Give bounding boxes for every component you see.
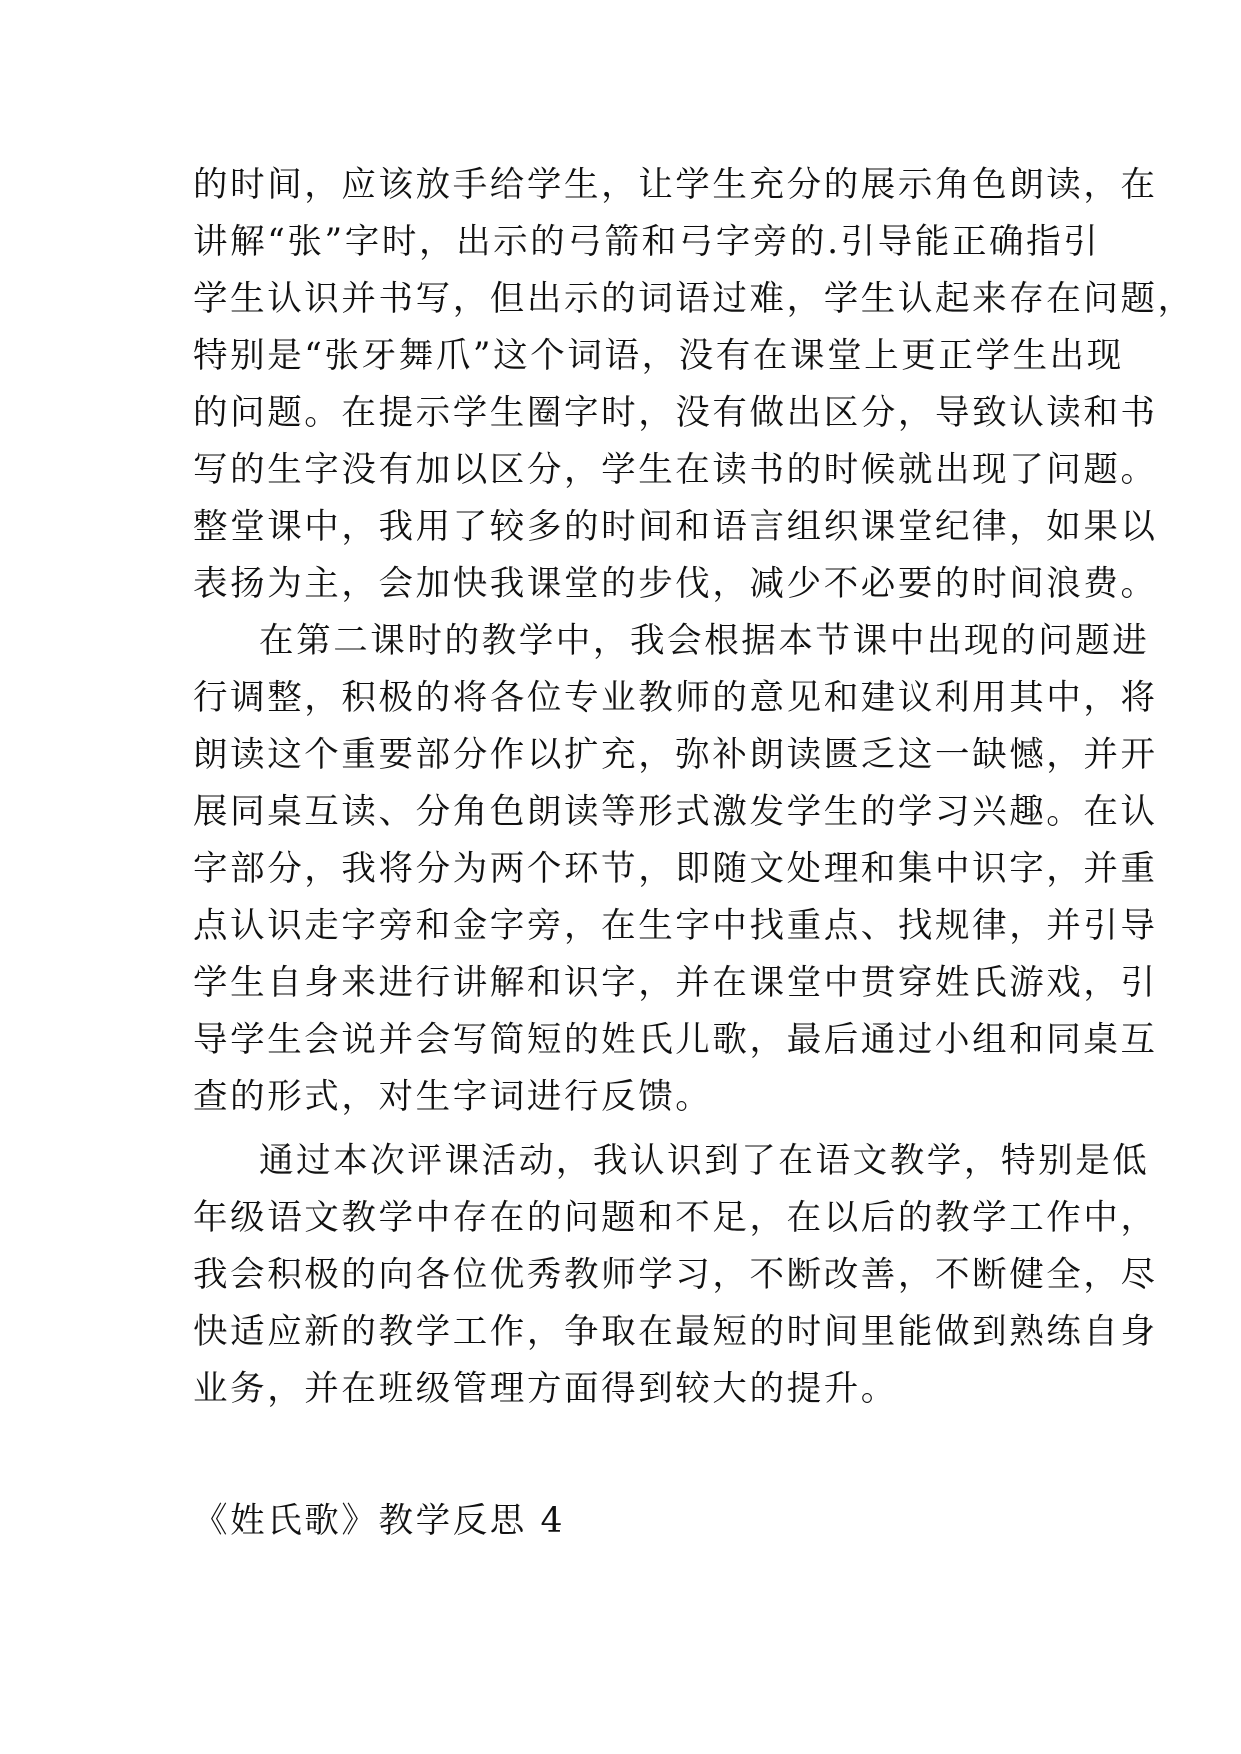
paragraph-line: 业务，并在班级管理方面得到较大的提升。 <box>193 1369 898 1409</box>
section-heading: 《姓氏歌》教学反思 4 <box>193 1501 566 1541</box>
paragraph-line: 写的生字没有加以区分，学生在读书的时候就出现了问题。 <box>193 450 1158 490</box>
paragraph-line: 通过本次评课活动，我认识到了在语文教学，特别是低 <box>259 1141 1150 1181</box>
paragraph-line: 年级语文教学中存在的问题和不足，在以后的教学工作中， <box>193 1198 1158 1238</box>
paragraph-line: 行调整，积极的将各位专业教师的意见和建议利用其中，将 <box>193 678 1158 718</box>
paragraph-line: 特别是“张牙舞爪”这个词语，没有在课堂上更正学生出现 <box>193 336 1124 376</box>
paragraph-line: 表扬为主，会加快我课堂的步伐，减少不必要的时间浪费。 <box>193 564 1158 604</box>
paragraph-line: 导学生会说并会写简短的姓氏儿歌，最后通过小组和同桌互 <box>193 1020 1158 1060</box>
paragraph-line: 整堂课中，我用了较多的时间和语言组织课堂纪律，如果以 <box>193 507 1158 547</box>
paragraph-line: 在第二课时的教学中，我会根据本节课中出现的问题进 <box>259 621 1150 661</box>
paragraph-line: 学生自身来进行讲解和识字，并在课堂中贯穿姓氏游戏，引 <box>193 963 1158 1003</box>
paragraph-line: 的时间，应该放手给学生，让学生充分的展示角色朗读，在 <box>193 165 1158 205</box>
paragraph-line: 讲解“张”字时，出示的弓箭和弓字旁的.引导能正确指引 <box>193 222 1101 262</box>
paragraph-line: 的问题。在提示学生圈字时，没有做出区分，导致认读和书 <box>193 393 1158 433</box>
paragraph-line: 快适应新的教学工作，争取在最短的时间里能做到熟练自身 <box>193 1312 1158 1352</box>
paragraph-line: 我会积极的向各位优秀教师学习，不断改善，不断健全，尽 <box>193 1255 1158 1295</box>
paragraph-line: 查的形式，对生字词进行反馈。 <box>193 1077 713 1117</box>
paragraph-line: 点认识走字旁和金字旁，在生字中找重点、找规律，并引导 <box>193 906 1158 946</box>
paragraph-line: 字部分，我将分为两个环节，即随文处理和集中识字，并重 <box>193 849 1158 889</box>
paragraph-line: 展同桌互读、分角色朗读等形式激发学生的学习兴趣。在认 <box>193 792 1158 832</box>
paragraph-line: 学生认识并书写，但出示的词语过难，学生认起来存在问题， <box>193 279 1195 319</box>
paragraph-line: 朗读这个重要部分作以扩充，弥补朗读匮乏这一缺憾，并开 <box>193 735 1158 775</box>
